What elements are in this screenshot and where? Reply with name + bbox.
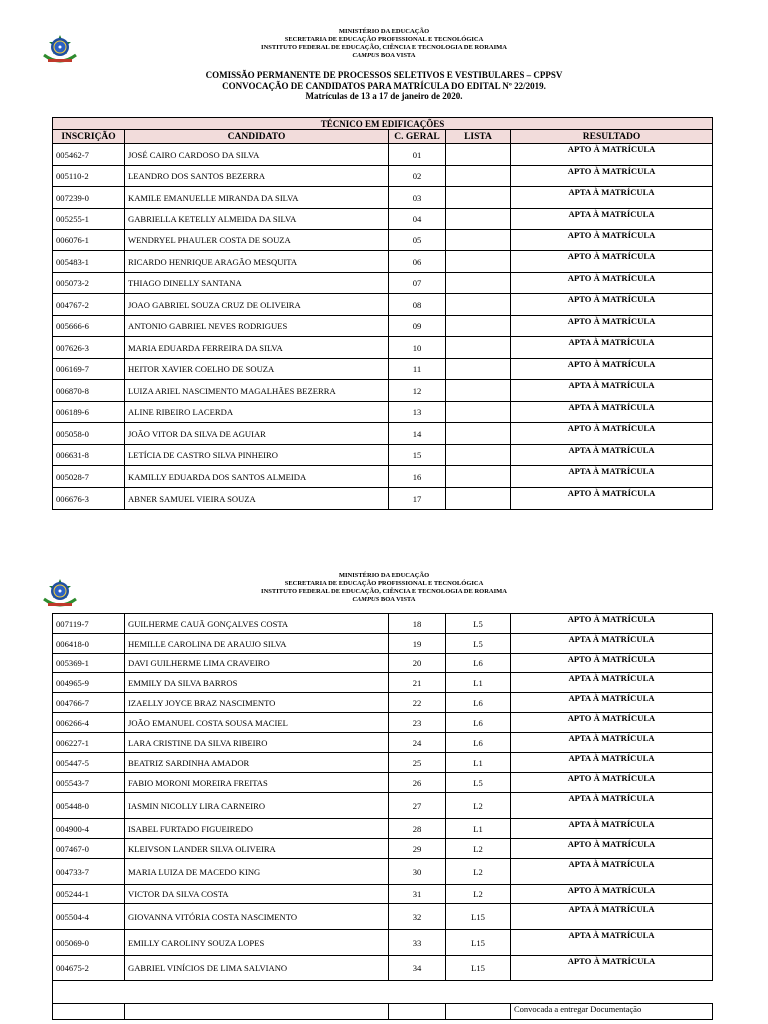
c-geral-cell: 34 [389,956,446,981]
candidate-name-cell: ALINE RIBEIRO LACERDA [125,402,389,423]
candidate-name-cell: LEANDRO DOS SANTOS BEZERRA [125,166,389,187]
title-line-3: Matrículas de 13 a 17 de janeiro de 2020. [305,91,463,101]
lista-cell [446,423,511,445]
table-row [53,713,713,733]
candidate-name-cell: KAMILLY EDUARDA DOS SANTOS ALMEIDA [125,466,389,488]
candidate-name-cell: JOSÉ CAIRO CARDOSO DA SILVA [125,144,389,166]
resultado-cell: APTA À MATRÍCULA [511,859,713,885]
table-row [53,839,713,859]
inscricao-cell: 005483-1 [53,251,125,273]
table-row [53,654,713,673]
candidate-name-cell: WENDRYEL PHAULER COSTA DE SOUZA [125,230,389,251]
resultado-cell: APTO À MATRÍCULA [511,230,713,251]
lista-cell [446,337,511,359]
inscricao-cell: 005447-5 [53,753,125,773]
inscricao-cell: 006266-4 [53,713,125,733]
resultado-cell: APTA À MATRÍCULA [511,733,713,753]
inscricao-cell: 006870-8 [53,380,125,402]
inscricao-cell: 006169-7 [53,359,125,380]
lista-cell [446,294,511,316]
table-row [53,930,713,956]
resultado-cell: APTO À MATRÍCULA [511,885,713,904]
table-row [53,466,713,488]
table-row [53,445,713,466]
c-geral-cell: 28 [389,819,446,839]
table-row [53,956,713,981]
resultado-cell: APTO À MATRÍCULA [511,614,713,634]
candidate-name-cell: GUILHERME CAUÃ GONÇALVES COSTA [125,614,389,634]
c-geral-cell: 04 [389,209,446,230]
blank-cell [53,981,713,1004]
lista-cell: L6 [446,713,511,733]
lista-cell: L5 [446,773,511,793]
header-line-2: SECRETARIA DE EDUCAÇÃO PROFISSIONAL E TECNOLÓGICA [284,580,484,587]
c-geral-cell: 23 [389,713,446,733]
inscricao-cell: 005462-7 [53,144,125,166]
header-campus: CAMPUS BOA VISTA [352,596,416,603]
lista-cell [446,402,511,423]
footer-note-cell: Convocada a entregar Documentação [511,1004,713,1020]
inscricao-cell: 005069-0 [53,930,125,956]
title-line-1: COMISSÃO PERMANENTE DE PROCESSOS SELETIVOS E VESTIBULARES – CPPSV [205,70,563,80]
table-row [53,614,713,634]
c-geral-cell: 15 [389,445,446,466]
table-row [53,273,713,294]
lista-cell [446,230,511,251]
c-geral-cell: 06 [389,251,446,273]
table-row [53,337,713,359]
candidate-name-cell: MARIA EDUARDA FERREIRA DA SILVA [125,337,389,359]
c-geral-cell: 24 [389,733,446,753]
resultado-cell: APTO À MATRÍCULA [511,251,713,273]
table-row [53,885,713,904]
lista-cell: L1 [446,673,511,693]
c-geral-cell: 20 [389,654,446,673]
resultado-cell: APTA À MATRÍCULA [511,634,713,654]
inscricao-cell: 004900-4 [53,819,125,839]
table-row [53,673,713,693]
inscricao-cell: 005369-1 [53,654,125,673]
blank-row [53,981,713,1004]
inscricao-cell: 004767-2 [53,294,125,316]
empty-cell [125,1004,389,1020]
document-title [0,70,768,102]
table-row [53,634,713,654]
c-geral-cell: 29 [389,839,446,859]
header-line-3: INSTITUTO FEDERAL DE EDUCAÇÃO, CIÊNCIA E TECNOLOGIA DE RORAIMA [261,44,507,51]
inscricao-cell: 004965-9 [53,673,125,693]
resultado-cell: APTO À MATRÍCULA [511,359,713,380]
col-lista: LISTA [446,130,511,144]
inscricao-cell: 005448-0 [53,793,125,819]
c-geral-cell: 01 [389,144,446,166]
c-geral-cell: 07 [389,273,446,294]
inscricao-cell: 005543-7 [53,773,125,793]
header-line-2: SECRETARIA DE EDUCAÇÃO PROFISSIONAL E TECNOLÓGICA [284,36,484,43]
empty-cell [53,1004,125,1020]
c-geral-cell: 08 [389,294,446,316]
table-row [53,251,713,273]
footer-row [53,1004,713,1020]
resultado-cell: APTO À MATRÍCULA [511,273,713,294]
resultado-cell: APTO À MATRÍCULA [511,773,713,793]
resultado-cell: APTA À MATRÍCULA [511,402,713,423]
inscricao-cell: 004733-7 [53,859,125,885]
resultado-cell: APTA À MATRÍCULA [511,673,713,693]
c-geral-cell: 25 [389,753,446,773]
resultado-cell: APTA À MATRÍCULA [511,380,713,402]
resultado-cell: APTO À MATRÍCULA [511,654,713,673]
col-inscricao: INSCRIÇÃO [53,130,125,144]
candidate-name-cell: LETÍCIA DE CASTRO SILVA PINHEIRO [125,445,389,466]
c-geral-cell: 33 [389,930,446,956]
table-row [53,316,713,337]
lista-cell: L2 [446,859,511,885]
resultado-cell: APTA À MATRÍCULA [511,209,713,230]
table-row [53,819,713,839]
resultado-cell: APTA À MATRÍCULA [511,445,713,466]
inscricao-cell: 006227-1 [53,733,125,753]
resultado-cell: APTA À MATRÍCULA [511,904,713,930]
section-title: TÉCNICO EM EDIFICAÇÕES [53,118,713,130]
c-geral-cell: 14 [389,423,446,445]
inscricao-cell: 005255-1 [53,209,125,230]
lista-cell: L15 [446,904,511,930]
lista-cell: L15 [446,956,511,981]
candidate-name-cell: ISABEL FURTADO FIGUEIREDO [125,819,389,839]
resultado-cell: APTO À MATRÍCULA [511,839,713,859]
candidates-table-page-1 [52,117,713,510]
header-line-1: MINISTÉRIO DA EDUCAÇÃO [338,28,430,35]
lista-cell: L1 [446,753,511,773]
lista-cell: L1 [446,819,511,839]
resultado-cell: APTO À MATRÍCULA [511,316,713,337]
resultado-cell: APTA À MATRÍCULA [511,753,713,773]
c-geral-cell: 19 [389,634,446,654]
inscricao-cell: 006676-3 [53,488,125,510]
table-row [53,144,713,166]
inscricao-cell: 005073-2 [53,273,125,294]
table-row [53,402,713,423]
resultado-cell: APTA À MATRÍCULA [511,466,713,488]
inscricao-cell: 006076-1 [53,230,125,251]
table-row [53,904,713,930]
inscricao-cell: 005110-2 [53,166,125,187]
lista-cell [446,380,511,402]
resultado-cell: APTO À MATRÍCULA [511,166,713,187]
lista-cell: L15 [446,930,511,956]
institution-header-page-2 [0,572,768,604]
resultado-cell: APTA À MATRÍCULA [511,819,713,839]
inscricao-cell: 005244-1 [53,885,125,904]
c-geral-cell: 02 [389,166,446,187]
lista-cell [446,466,511,488]
table-row [53,423,713,445]
table-row [53,773,713,793]
table-row [53,693,713,713]
c-geral-cell: 18 [389,614,446,634]
lista-cell [446,273,511,294]
table-row [53,488,713,510]
lista-cell: L2 [446,839,511,859]
table-row [53,859,713,885]
lista-cell: L6 [446,693,511,713]
empty-cell [389,1004,446,1020]
candidate-name-cell: GABRIEL VINÍCIOS DE LIMA SALVIANO [125,956,389,981]
c-geral-cell: 26 [389,773,446,793]
lista-cell: L5 [446,634,511,654]
table-row [53,187,713,209]
candidate-name-cell: EMILLY CAROLINY SOUZA LOPES [125,930,389,956]
c-geral-cell: 22 [389,693,446,713]
inscricao-cell: 007626-3 [53,337,125,359]
col-c-geral: C. GERAL [389,130,446,144]
resultado-cell: APTA À MATRÍCULA [511,187,713,209]
c-geral-cell: 32 [389,904,446,930]
candidate-name-cell: HEMILLE CAROLINA DE ARAUJO SILVA [125,634,389,654]
lista-cell: L6 [446,733,511,753]
resultado-cell: APTO À MATRÍCULA [511,956,713,981]
candidate-name-cell: EMMILY DA SILVA BARROS [125,673,389,693]
c-geral-cell: 11 [389,359,446,380]
inscricao-cell: 004675-2 [53,956,125,981]
lista-cell: L2 [446,885,511,904]
inscricao-cell: 005058-0 [53,423,125,445]
candidate-name-cell: KAMILE EMANUELLE MIRANDA DA SILVA [125,187,389,209]
c-geral-cell: 16 [389,466,446,488]
candidate-name-cell: LARA CRISTINE DA SILVA RIBEIRO [125,733,389,753]
resultado-cell: APTO À MATRÍCULA [511,294,713,316]
c-geral-cell: 13 [389,402,446,423]
c-geral-cell: 27 [389,793,446,819]
lista-cell: L6 [446,654,511,673]
table-row [53,209,713,230]
candidate-name-cell: MARIA LUIZA DE MACEDO KING [125,859,389,885]
inscricao-cell: 007239-0 [53,187,125,209]
candidate-name-cell: GABRIELLA KETELLY ALMEIDA DA SILVA [125,209,389,230]
table-row [53,230,713,251]
table-row [53,380,713,402]
empty-cell [446,1004,511,1020]
table-row [53,359,713,380]
candidate-name-cell: BEATRIZ SARDINHA AMADOR [125,753,389,773]
inscricao-cell: 006631-8 [53,445,125,466]
table-row [53,793,713,819]
lista-cell [446,316,511,337]
candidate-name-cell: VICTOR DA SILVA COSTA [125,885,389,904]
lista-cell [446,144,511,166]
resultado-cell: APTO À MATRÍCULA [511,144,713,166]
candidate-name-cell: ANTONIO GABRIEL NEVES RODRIGUES [125,316,389,337]
inscricao-cell: 005666-6 [53,316,125,337]
lista-cell [446,445,511,466]
resultado-cell: APTO À MATRÍCULA [511,713,713,733]
resultado-cell: APTA À MATRÍCULA [511,337,713,359]
c-geral-cell: 21 [389,673,446,693]
candidate-name-cell: IASMIN NICOLLY LIRA CARNEIRO [125,793,389,819]
col-candidato: CANDIDATO [125,130,389,144]
resultado-cell: APTA À MATRÍCULA [511,693,713,713]
inscricao-cell: 006189-6 [53,402,125,423]
lista-cell [446,251,511,273]
title-line-2: CONVOCAÇÃO DE CANDIDATOS PARA MATRÍCULA DO EDITAL Nº 22/2019. [222,80,546,91]
lista-cell: L5 [446,614,511,634]
resultado-cell: APTO À MATRÍCULA [511,423,713,445]
header-campus: CAMPUS BOA VISTA [352,52,416,59]
c-geral-cell: 03 [389,187,446,209]
candidate-name-cell: JOÃO VITOR DA SILVA DE AGUIAR [125,423,389,445]
candidate-name-cell: ABNER SAMUEL VIEIRA SOUZA [125,488,389,510]
c-geral-cell: 09 [389,316,446,337]
c-geral-cell: 31 [389,885,446,904]
candidate-name-cell: LUIZA ARIEL NASCIMENTO MAGALHÃES BEZERRA [125,380,389,402]
inscricao-cell: 007467-0 [53,839,125,859]
inscricao-cell: 005504-4 [53,904,125,930]
c-geral-cell: 12 [389,380,446,402]
lista-cell [446,187,511,209]
institution-header [0,28,768,60]
candidate-name-cell: HEITOR XAVIER COELHO DE SOUZA [125,359,389,380]
c-geral-cell: 17 [389,488,446,510]
c-geral-cell: 10 [389,337,446,359]
c-geral-cell: 05 [389,230,446,251]
resultado-cell: APTA À MATRÍCULA [511,793,713,819]
lista-cell [446,166,511,187]
candidate-name-cell: GIOVANNA VITÓRIA COSTA NASCIMENTO [125,904,389,930]
candidate-name-cell: JOAO GABRIEL SOUZA CRUZ DE OLIVEIRA [125,294,389,316]
resultado-cell: APTA À MATRÍCULA [511,930,713,956]
table-row [53,166,713,187]
lista-cell [446,209,511,230]
inscricao-cell: 006418-0 [53,634,125,654]
inscricao-cell: 007119-7 [53,614,125,634]
candidate-name-cell: RICARDO HENRIQUE ARAGÃO MESQUITA [125,251,389,273]
table-row [53,294,713,316]
candidate-name-cell: IZAELLY JOYCE BRAZ NASCIMENTO [125,693,389,713]
inscricao-cell: 005028-7 [53,466,125,488]
candidate-name-cell: THIAGO DINELLY SANTANA [125,273,389,294]
header-line-3: INSTITUTO FEDERAL DE EDUCAÇÃO, CIÊNCIA E TECNOLOGIA DE RORAIMA [261,588,507,595]
lista-cell [446,488,511,510]
table-row [53,753,713,773]
header-line-1: MINISTÉRIO DA EDUCAÇÃO [338,572,430,579]
col-resultado: RESULTADO [511,130,713,144]
lista-cell: L2 [446,793,511,819]
candidate-name-cell: FABIO MORONI MOREIRA FREITAS [125,773,389,793]
candidates-table-page-2 [52,613,713,1020]
table-row [53,733,713,753]
candidate-name-cell: DAVI GUILHERME LIMA CRAVEIRO [125,654,389,673]
candidate-name-cell: JOÃO EMANUEL COSTA SOUSA MACIEL [125,713,389,733]
lista-cell [446,359,511,380]
resultado-cell: APTO À MATRÍCULA [511,488,713,510]
c-geral-cell: 30 [389,859,446,885]
inscricao-cell: 004766-7 [53,693,125,713]
candidate-name-cell: KLEIVSON LANDER SILVA OLIVEIRA [125,839,389,859]
